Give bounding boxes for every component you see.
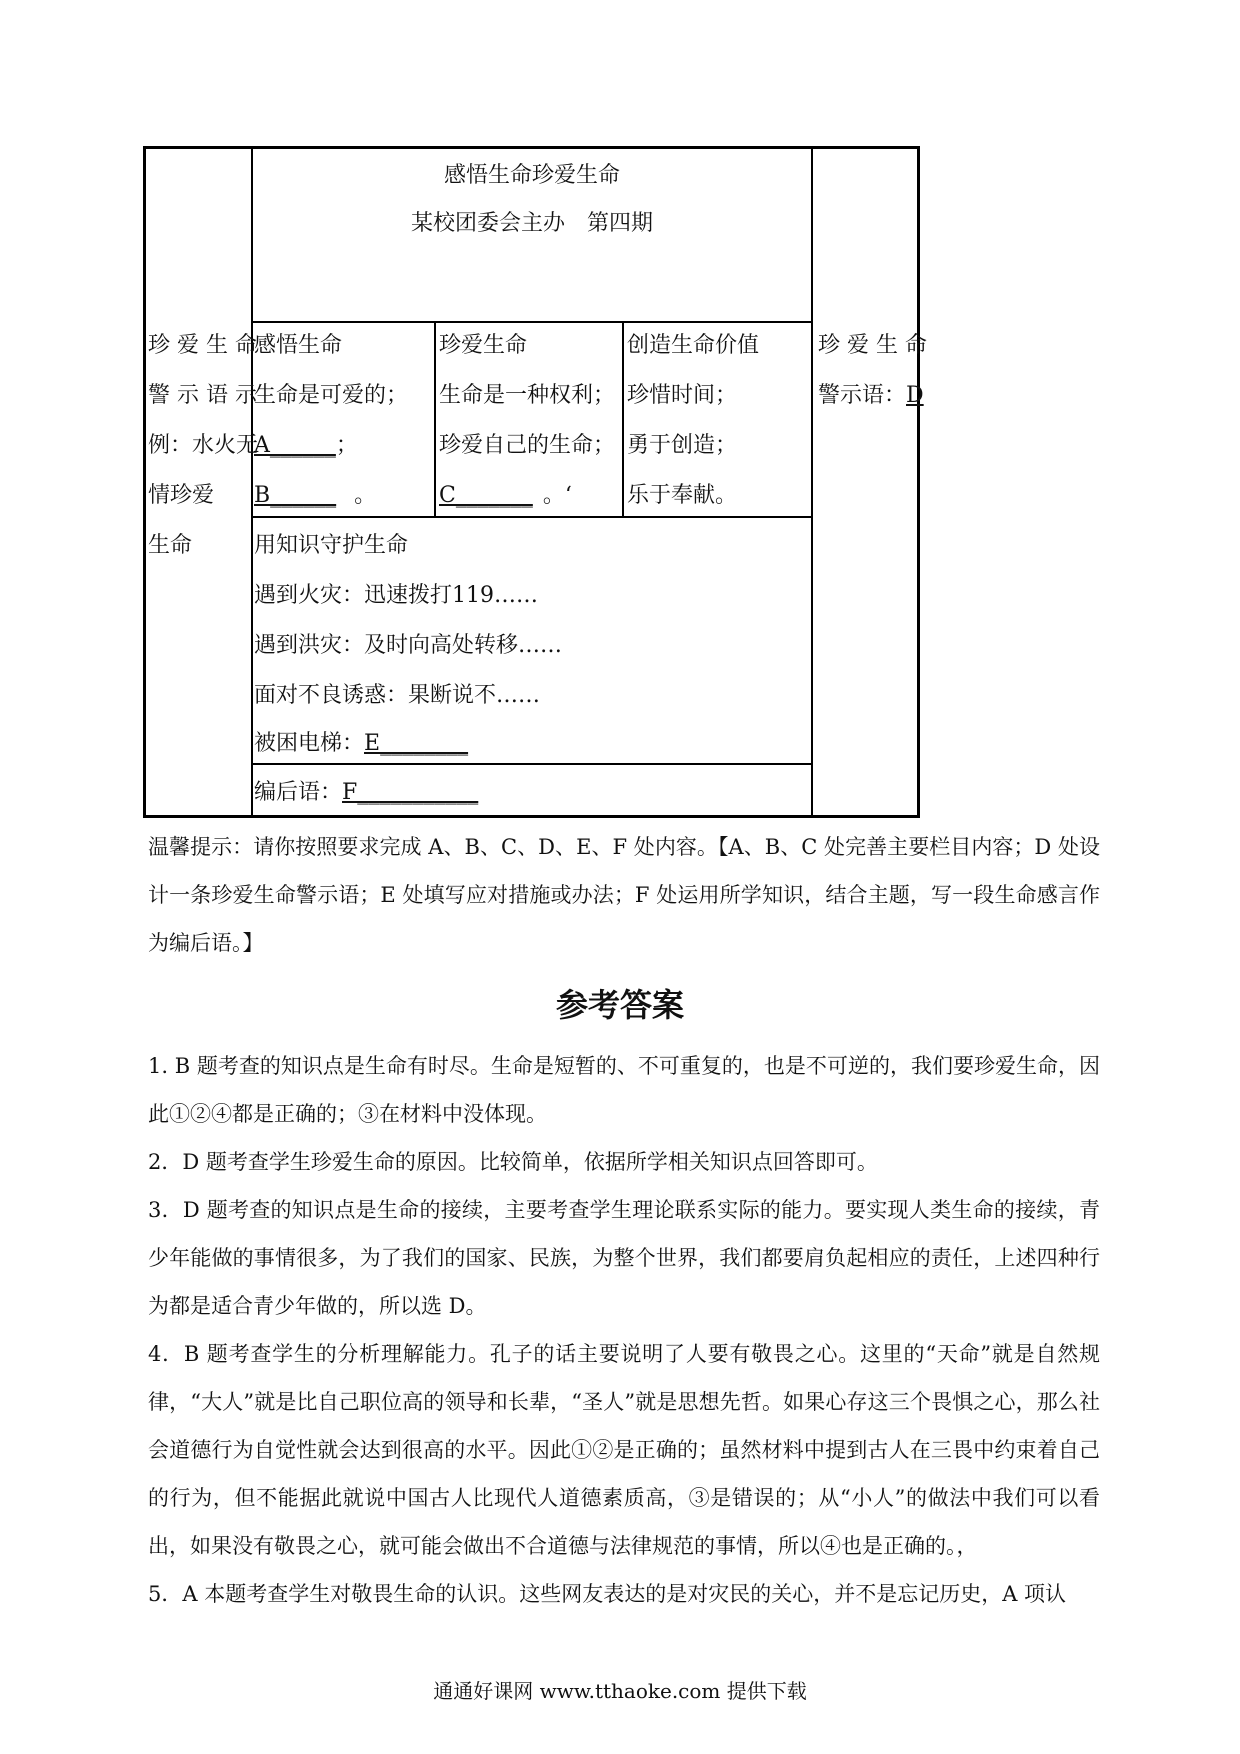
left-warning-line: 生命: [148, 533, 193, 558]
col-create-value-head: 创造生命价值: [627, 333, 760, 358]
answers-list: [148, 1042, 1100, 1618]
left-warning-line: 警 示 语 示: [148, 383, 257, 408]
blank-c-row: C_______ 。‘: [439, 483, 572, 508]
blank-a-row: A______；: [254, 433, 358, 458]
answer-item: 2．D 题考查学生珍爱生命的原因。比较简单，依据所学相关知识点回答即可。: [148, 1150, 878, 1174]
col-create-value-line: 乐于奉献。: [627, 483, 738, 508]
answer-item: 5．A 本题考查学生对敬畏生命的认识。这些网友表达的是对灾民的关心，并不是忘记历史，A 项认: [148, 1582, 1067, 1606]
left-warning-line: 例：水火无: [148, 433, 259, 458]
col-cherish-life-head: 珍爱生命: [439, 333, 528, 358]
knowledge-line: 遇到火灾：迅速拨打119……: [254, 583, 538, 608]
answer-item: 3．D 题考查的知识点是生命的接续，主要考查学生理论联系实际的能力。要实现人类生命的接续，青少年能做的事情很多，为了我们的国家、民族，为整个世界，我们都要肩负起相应的责任，上述四种行为都是适合青少年做的，所以选 D。: [148, 1198, 1100, 1318]
board-subtitle: 某校团委会主办 第四期: [410, 211, 653, 236]
col-feel-life-head: 感悟生命: [254, 333, 343, 358]
blank-b[interactable]: B______: [254, 483, 337, 508]
col-create-value-line: 珍惜时间；: [627, 383, 738, 408]
blank-c[interactable]: C_______: [439, 483, 533, 508]
page-footer: 通通好课网 www.tthaoke.com 提供下载: [433, 1679, 807, 1703]
editor-note-row: 编后语：F___________: [254, 780, 479, 805]
board-title: 感悟生命珍爱生命: [443, 163, 620, 188]
right-warning-line: 珍 爱 生 命: [818, 333, 927, 358]
knowledge-line: 遇到洪灾：及时向高处转移……: [254, 633, 563, 658]
answer-item: 4．B 题考查学生的分析理解能力。孔子的话主要说明了人要有敬畏之心。这里的“天命”就是自然规律，“大人”就是比自己职位高的领导和长辈，“圣人”就是思想先哲。如果心存这三个畏惧之心，那么社会道德行为自觉性就会达到很高的水平。因此①②是正确的；虽然材料中提到古人在三畏中约束着自己的行为，但不能据此就说中国古人比现代人道德素质高，③是错误的；从“小人”的做法中我们可以看出，如果没有敬畏之心，就可能会做出不合道德与法律规范的事情，所以④也是正确的。，: [148, 1342, 1100, 1558]
col-cherish-life-line: 生命是一种权利；: [439, 383, 616, 408]
blank-b-row: B______ 。: [254, 483, 377, 508]
tip-paragraph: 温馨提示：请你按照要求完成 A、B、C、D、E、F 处内容。【A、B、C 处完善主要栏目内容；D 处设计一条珍爱生命警示语；E 处填写应对措施或办法；F 处运用所学知识，结合主题，写一段生命感言作为编后语。】: [148, 835, 1100, 955]
col-cherish-life-line: 珍爱自己的生命；: [439, 433, 616, 458]
knowledge-head: 用知识守护生命: [254, 533, 409, 558]
knowledge-elevator-row: 被困电梯：E________: [254, 731, 469, 756]
blank-d[interactable]: D: [906, 383, 924, 408]
answer-item: 1. B 题考查的知识点是生命有时尽。生命是短暂的、不可重复的，也是不可逆的，我们要珍爱生命，因此①②④都是正确的；③在材料中没体现。: [148, 1054, 1100, 1126]
right-warning-row: 警示语：D: [818, 383, 924, 408]
col-feel-life-line: 生命是可爱的；: [254, 383, 409, 408]
left-warning-line: 情珍爱: [148, 483, 215, 508]
blank-e[interactable]: E________: [364, 731, 469, 756]
answers-heading: 参考答案: [555, 986, 684, 1024]
blank-f[interactable]: F___________: [342, 780, 479, 805]
blank-a[interactable]: A______: [254, 433, 336, 458]
left-warning-line: 珍 爱 生 命: [148, 333, 257, 358]
knowledge-line: 面对不良诱惑：果断说不……: [254, 683, 541, 708]
col-create-value-line: 勇于创造；: [627, 433, 738, 458]
